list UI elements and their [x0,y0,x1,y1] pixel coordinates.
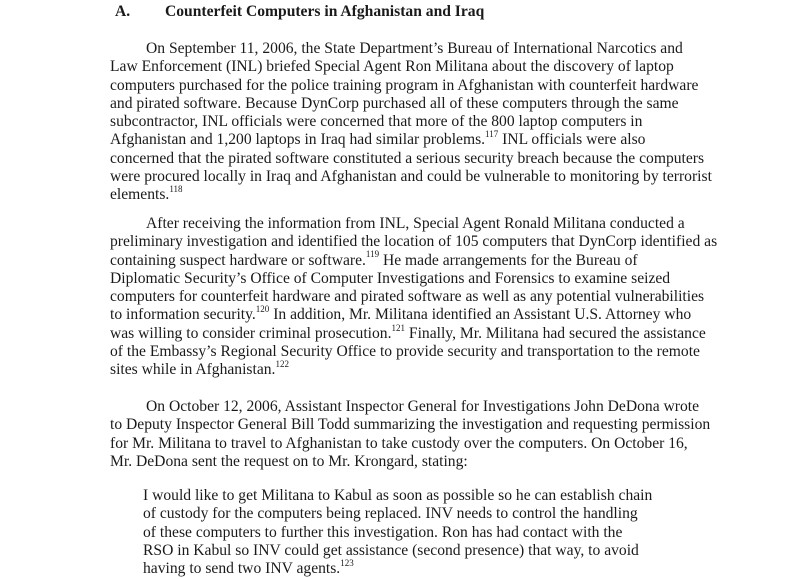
paragraph-line: of the Embassy’s Regional Security Office to provide security and transportation to the remote [110,343,700,361]
paragraph-1 [110,40,800,205]
footnote-ref: 122 [275,359,289,370]
paragraph-line: Afghanistan and 1,200 laptops in Iraq had similar problems.$^{117}$ INL officials were also [110,129,646,149]
footnote-ref: 118 [169,184,183,195]
quote-line: I would like to get Militana to Kabul as soon as possible so he can establish chain [143,487,653,504]
paragraph-line: sites while in Afghanistan.$^{122}$ [110,359,289,379]
paragraph-line: Mr. DeDona sent the request on to Mr. Krongard, stating: [110,452,468,470]
paragraph-3 [110,398,800,471]
paragraph-line: computers purchased for the police training program in Afghanistan with counterfeit hardware [110,76,699,94]
paragraph-line: On October 12, 2006, Assistant Inspector General for Investigations John DeDona wrote [146,398,700,415]
paragraph-line: were procured locally in Iraq and Afghanistan and could be vulnerable to monitoring by terrorist [110,168,712,186]
section-letter: A. [115,3,131,20]
paragraph-line: On September 11, 2006, the State Department’s Bureau of International Narcotics and [146,40,683,57]
paragraph-line: elements.$^{118}$ [110,184,183,204]
paragraph-line: to Deputy Inspector General Bill Todd summarizing the investigation and requesting permission [110,416,711,434]
footnote-ref: 120 [255,304,270,315]
paragraph-line: preliminary investigation and identified the location of 105 computers that DynCorp identified as [110,233,718,251]
paragraph-line: for Mr. Militana to travel to Afghanistan to take custody over the computers. On October 16, [110,434,688,452]
footnote-ref: 123 [340,558,354,568]
paragraph-line: Law Enforcement (INL) briefed Special Agent Ron Militana about the discovery of laptop [110,58,674,76]
paragraph-line: and pirated software. Because DynCorp purchased all of these computers through the same [110,94,679,112]
paragraph-line: Diplomatic Security’s Office of Computer Investigations and Forensics to examine seized [110,269,671,287]
quote-line: of custody for the computers being replaced. INV needs to control the handling [143,505,638,523]
section-heading [115,3,484,21]
quote-line: RSO in Kabul so INV could get assistance (second presence) that way, to avoid [143,541,639,559]
paragraph-line: concerned that the pirated software constituted a serious security breach because the computers [110,149,705,167]
footnote-ref: 121 [391,322,405,333]
paragraph-line: subcontractor, INL officials were concerned that more of the 800 laptop computers in [110,113,643,131]
block-quote [143,487,793,578]
section-title: Counterfeit Computers in Afghanistan and Iraq [165,3,485,20]
quote-line: of these computers to further this investigation. Ron has had contact with the [143,523,623,541]
paragraph-line: computers for counterfeit hardware and pirated software as well as any potential vulnerabilities [110,288,705,306]
paragraph-line: to information security.$^{120}$ In addition, Mr. Militana identified an Assistant U.S. Attorney who [110,304,692,324]
paragraph-2 [110,215,800,380]
paragraph-line: After receiving the information from INL, Special Agent Ronald Militana conducted a [146,215,685,232]
footnote-ref: 117 [485,129,499,140]
paragraph-line: containing suspect hardware or software.$^{119}$ He made arrangements for the Bureau of [110,249,638,269]
quote-line: having to send two INV agents.$^{123}$ [143,558,354,578]
paragraph-line: was willing to consider criminal prosecution.$^{121}$ Finally, Mr. Militana had secured the assistance [110,322,706,342]
footnote-ref: 119 [365,249,380,260]
